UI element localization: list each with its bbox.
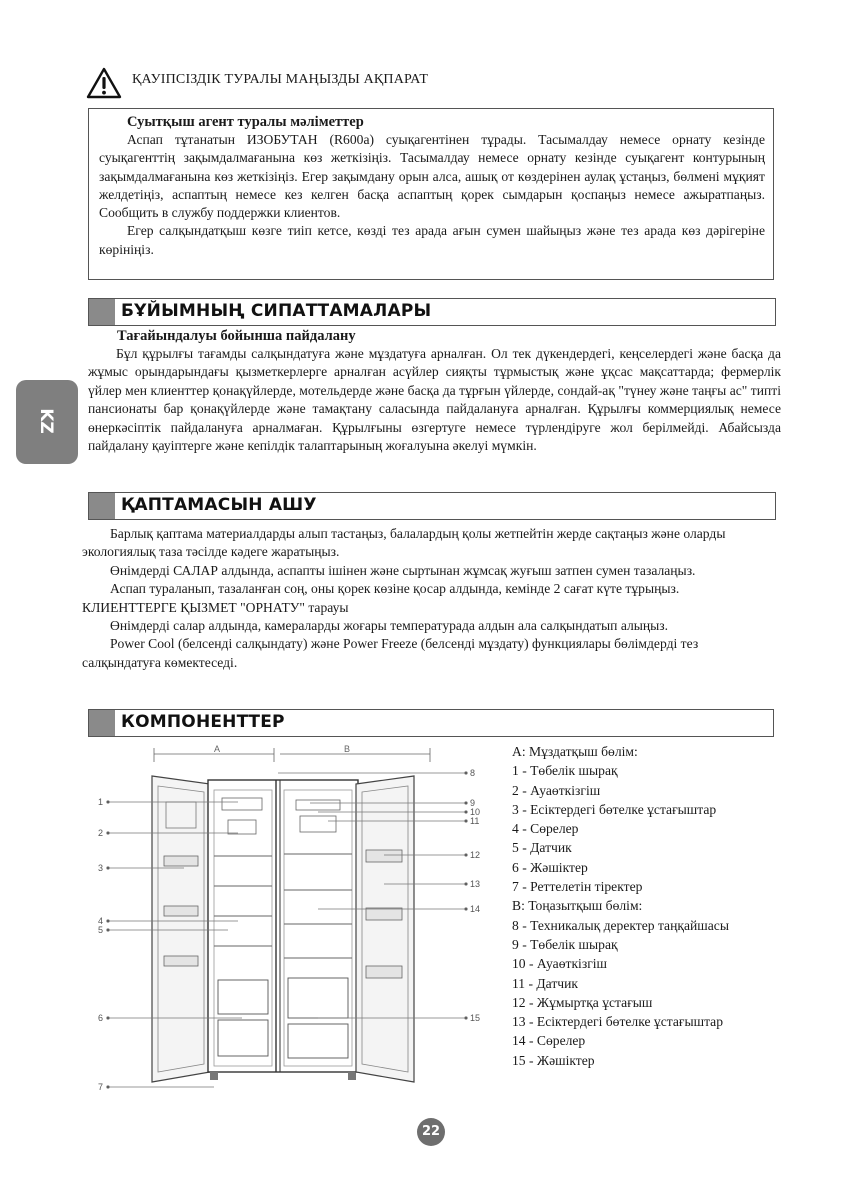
callout-10: 10: [470, 807, 481, 817]
warning-icon: [86, 67, 122, 99]
section-bar-components: [88, 709, 774, 737]
section-bar-unpacking: [88, 492, 776, 520]
list-item: 8 - Техникалық деректер таңқайшасы: [512, 917, 729, 933]
diagram-label-a: A: [214, 744, 221, 754]
callout-8: 8: [470, 768, 476, 778]
list-item: 9 - Төбелік шырақ: [512, 936, 618, 952]
section-title-unpacking: ҚАПТАМАСЫН АШУ: [121, 495, 317, 515]
callout-9: 9: [470, 798, 476, 808]
callout-14: 14: [470, 904, 481, 914]
page-number: 22: [417, 1118, 445, 1146]
diagram-label-b: B: [344, 744, 351, 754]
language-tab-label: KZ: [36, 408, 56, 434]
list-item: 11 - Датчик: [512, 975, 579, 991]
list-item: 5 - Датчик: [512, 840, 572, 856]
section-title-features: БҰЙЫМНЫҢ СИПАТТАМАЛАРЫ: [121, 301, 432, 321]
callout-11: 11: [470, 816, 480, 826]
unpacking-text: [82, 525, 776, 672]
callout-6: 6: [98, 1013, 104, 1023]
unpacking-paragraph-3: Аспап тураланып, тазаланған соң, оны қорек көзіне қосар алдында, кемінде 2 сағат күте тұрыңыз. КЛИЕНТТЕРГЕ ҚЫЗМЕТ "ОРНАТУ" тарауы: [82, 581, 680, 615]
refrigerant-heading: Суытқыш агент туралы мәліметтер: [127, 114, 364, 130]
unpacking-paragraph-1: Барлық қаптама материалдарды алып тастаңыз, балалардың қолы жетпейтін жерде сақтаңыз және оларды экологиялық таза тәсілде кәдеге жаратыңыз.: [82, 526, 726, 560]
list-item: B: Тоңазытқыш бөлім:: [512, 898, 643, 914]
refrigerant-paragraph-2: Егер салқындатқыш көзге тиіп кетсе, көзді тез арада ағын сумен шайыңыз және тез арада көз дәрігеріне көрініңіз.: [99, 223, 765, 257]
callout-2: 2: [98, 828, 104, 838]
list-item: 13 - Есіктердегі бөтелке ұстағыштар: [512, 1014, 724, 1030]
section-marker: [89, 299, 115, 325]
features-subheading: [117, 327, 356, 345]
section-marker: [89, 710, 115, 736]
section-bar-features: [88, 298, 776, 326]
list-item: 6 - Жәшіктер: [512, 859, 588, 875]
callout-5: 5: [98, 925, 104, 935]
refrigerant-info-box: [88, 108, 774, 280]
refrigerant-paragraph-1: Аспап тұтанатын ИЗОБУТАН (R600a) суықагентінен тұрады. Тасымалдау немесе орнату кезінде суықагенттің зақымдалмағанына көз жеткізіңіз. Тасымалдау немесе орнату кезінде суықагент контурының зақымдалмағанына көз жеткізіңіз. Егер зақымдану орын алса, ашық от көздерінен аулақ ұстаңыз, бөлмені мұқият желдетіңіз, аспаптың немесе кез келген басқа аспаптың қорек сымдарын қоспаңыз немесе ажыратпаңыз. Сообщить в службу поддержки клиентов.: [99, 132, 765, 221]
unpacking-paragraph-5: Power Cool (белсенді салқындату) және Power Freeze (белсенді мұздату) функциялары бөлімдерді тез салқындатуға көмектеседі.: [82, 636, 699, 670]
list-item: 7 - Реттелетін тіректер: [512, 879, 643, 895]
callout-4: 4: [98, 916, 104, 926]
list-item: 10 - Ауаөткізгіш: [512, 956, 608, 972]
warning-title: ҚАУІПСІЗДІК ТУРАЛЫ МАҢЫЗДЫ АҚПАРАТ: [132, 72, 429, 87]
unpacking-paragraph-2: Өнімдерді САЛАР алдында, аспапты ішінен және сыртынан жұмсақ жуғыш затпен сумен тазалаңыз.: [110, 562, 696, 578]
callout-3: 3: [98, 863, 104, 873]
callout-7: 7: [98, 1082, 104, 1092]
callout-13: 13: [470, 879, 481, 889]
components-list: [512, 742, 729, 1070]
callout-15: 15: [470, 1013, 481, 1023]
list-item: 1 - Төбелік шырақ: [512, 763, 618, 779]
callout-1: 1: [98, 797, 104, 807]
list-item: 4 - Сөрелер: [512, 821, 579, 837]
list-item: 14 - Сөрелер: [512, 1033, 586, 1049]
list-item: 12 - Жұмыртқа ұстағыш: [512, 994, 653, 1010]
list-item: 3 - Есіктердегі бөтелке ұстағыштар: [512, 801, 717, 817]
list-item: A: Мұздатқыш бөлім:: [512, 744, 638, 759]
section-marker: [89, 493, 115, 519]
features-text: Бұл құрылғы тағамды салқындатуға және мұздатуға арналған. Ол тек дүкендердегі, кеңселердегі және басқа да жұмыс орындарындағы қызметкерлерге арналған асүйлер сияқты тұрмыстық және ұқсас мақсаттарда; фермерлік үйлер мен клиенттер қонақүйлерде, мотельдерде және басқа да тұрғын үйлерде, сондай-ақ "түнеу және таңғы ас" типті пансионаты бар қонақүйлерде және тамақтану саласында пайдалануға арналған. Құрылғы коммерциялық немесе өнеркәсіптік пайдалануға арналмаған. Құрылғыны өзгертуге немесе түрлендіруге жол берілмейді. Абайсызда пайдалану қауіптерге және кепілдік талаптарының жоғалуына әкелуі мүмкін.: [88, 346, 781, 454]
language-tab: [16, 380, 78, 464]
section-title-components: КОМПОНЕНТТЕР: [121, 712, 285, 732]
fridge-diagram: [88, 740, 498, 1100]
list-item: 15 - Жәшіктер: [512, 1052, 595, 1068]
unpacking-paragraph-4: Өнімдерді салар алдында, камераларды жоғары температурада алдын ала салқындатып алыңыз.: [110, 618, 669, 634]
features-subheading-text: Тағайындалуы бойынша пайдалану: [117, 328, 356, 344]
list-item: 2 - Ауаөткізгіш: [512, 782, 601, 798]
callout-12: 12: [470, 850, 481, 860]
